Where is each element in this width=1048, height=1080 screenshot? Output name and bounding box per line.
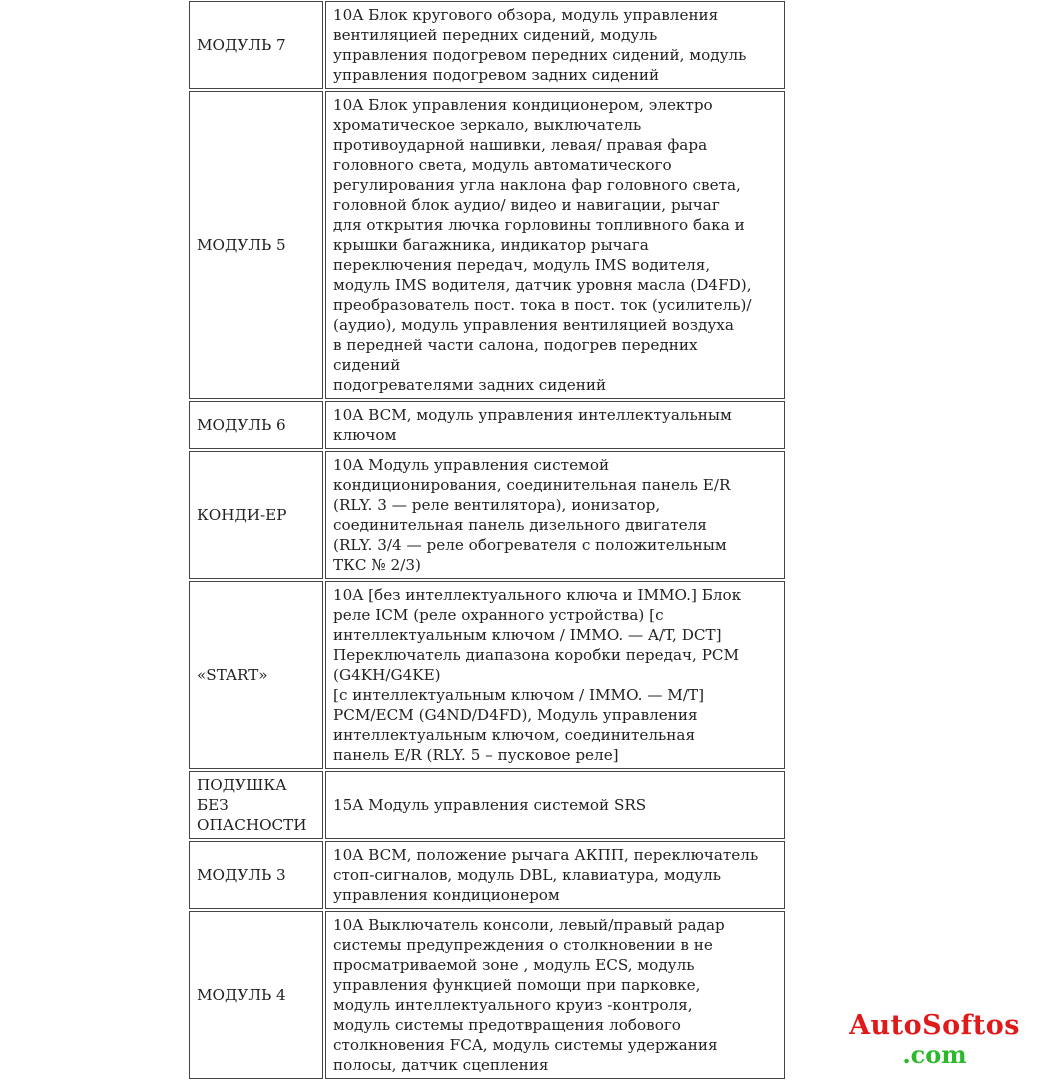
fuse-description-line: [с интеллектуальным ключом / IMMO. — M/T] (333, 686, 705, 704)
fuse-description-line: 15A Модуль управления системой SRS (333, 796, 647, 814)
fuse-description-line: (RLY. 3 — реле вентилятора), ионизатор, (333, 496, 661, 514)
table-row (189, 911, 785, 1079)
fuse-description-cell (325, 771, 785, 839)
fuse-description-line: 10A BCM, положение рычага АКПП, переключатель (333, 846, 759, 864)
fuse-table-body (189, 1, 785, 1079)
fuse-description-line: 10A BCM, модуль управления интеллектуальным (333, 406, 732, 424)
fuse-name-line: МОДУЛЬ 3 (197, 866, 286, 884)
fuse-description-line: переключения передач, модуль IMS водителя, (333, 256, 711, 274)
fuse-description-cell (325, 401, 785, 449)
fuse-name-cell (189, 451, 323, 579)
table-row (189, 771, 785, 839)
fuse-description-cell (325, 841, 785, 909)
fuse-description-cell (325, 91, 785, 399)
fuse-description-line: интеллектуальным ключом / IMMO. — A/T, DCT] (333, 626, 722, 644)
fuse-description-line: 10A [без интеллектуального ключа и IMMO.] Блок (333, 586, 742, 604)
fuse-name-line: МОДУЛЬ 5 (197, 236, 286, 254)
fuse-description-line: модуль интеллектуального круиз -контроля, (333, 996, 693, 1014)
table-row (189, 91, 785, 399)
watermark-line-1: AutoSoftos (849, 1010, 1020, 1041)
fuse-name-line: МОДУЛЬ 4 (197, 986, 286, 1004)
fuse-description-cell (325, 581, 785, 769)
fuse-description-line: сидений (333, 356, 401, 374)
fuse-description-line: реле ICM (реле охранного устройства) [с (333, 606, 664, 624)
fuse-description-line: (аудио), модуль управления вентиляцией воздуха (333, 316, 734, 334)
fuse-description-line: головного света, модуль автоматического (333, 156, 672, 174)
watermark-line-2: .com (902, 1040, 967, 1070)
fuse-description-line: модуль IMS водителя, датчик уровня масла (D4FD), (333, 276, 752, 294)
table-row (189, 401, 785, 449)
fuse-description-line: кондиционирования, соединительная панель E/R (333, 476, 731, 494)
fuse-name-cell (189, 581, 323, 769)
fuse-description-line: PCM/ECM (G4ND/D4FD), Модуль управления (333, 706, 698, 724)
fuse-description-cell (325, 911, 785, 1079)
fuse-description-line: вентиляцией передних сидений, модуль (333, 26, 658, 44)
fuse-description-line: ТКС № 2/3) (333, 556, 421, 574)
fuse-description-line: интеллектуальным ключом, соединительная (333, 726, 696, 744)
fuse-table (187, 0, 787, 1080)
fuse-description-line: головной блок аудио/ видео и навигации, рычаг (333, 196, 720, 214)
fuse-description-line: просматриваемой зоне , модуль ECS, модуль (333, 956, 695, 974)
fuse-name-line: МОДУЛЬ 6 (197, 416, 286, 434)
fuse-description-line: преобразователь пост. тока в пост. ток (усилитель)/ (333, 296, 752, 314)
fuse-description-line: 10A Блок кругового обзора, модуль управления (333, 6, 719, 24)
watermark-logo (832, 1010, 1037, 1069)
fuse-name-cell (189, 91, 323, 399)
fuse-description-line: управления функцией помощи при парковке, (333, 976, 701, 994)
fuse-description-line: регулирования угла наклона фар головного света, (333, 176, 741, 194)
table-row (189, 581, 785, 769)
fuse-description-line: 10A Выключатель консоли, левый/правый радар (333, 916, 725, 934)
fuse-name-cell (189, 1, 323, 89)
fuse-description-line: системы предупреждения о столкновении в не (333, 936, 713, 954)
fuse-name-line: ОПАСНОСТИ (197, 816, 307, 834)
fuse-description-line: панель E/R (RLY. 5 – пусковое реле] (333, 746, 619, 764)
table-row (189, 841, 785, 909)
fuse-description-line: столкновения FCA, модуль системы удержания (333, 1036, 718, 1054)
fuse-name-line: КОНДИ-ЕР (197, 506, 287, 524)
fuse-description-line: полосы, датчик сцепления (333, 1056, 549, 1074)
fuse-name-cell (189, 911, 323, 1079)
fuse-name-cell (189, 401, 323, 449)
fuse-description-line: управления подогревом задних сидений (333, 66, 660, 84)
fuse-description-line: противоударной нашивки, левая/ правая фара (333, 136, 708, 154)
fuse-description-line: стоп-сигналов, модуль DBL, клавиатура, модуль (333, 866, 722, 884)
fuse-description-line: 10A Модуль управления системой (333, 456, 610, 474)
fuse-description-line: в передней части салона, подогрев передних (333, 336, 698, 354)
fuse-name-line: ПОДУШКА (197, 776, 287, 794)
table-row (189, 1, 785, 89)
fuse-name-line: МОДУЛЬ 7 (197, 36, 286, 54)
table-row (189, 451, 785, 579)
fuse-description-line: (RLY. 3/4 — реле обогревателя с положительным (333, 536, 727, 554)
fuse-description-cell (325, 1, 785, 89)
fuse-description-line: управления подогревом передних сидений, модуль (333, 46, 747, 64)
fuse-description-cell (325, 451, 785, 579)
fuse-name-cell (189, 841, 323, 909)
fuse-description-line: для открытия лючка горловины топливного бака и (333, 216, 745, 234)
fuse-name-line: «START» (197, 666, 268, 684)
fuse-name-line: БЕЗ (197, 796, 229, 814)
fuse-name-cell (189, 771, 323, 839)
fuse-description-line: управления кондиционером (333, 886, 560, 904)
fuse-description-line: крышки багажника, индикатор рычага (333, 236, 649, 254)
fuse-description-line: модуль системы предотвращения лобового (333, 1016, 681, 1034)
fuse-description-line: хроматическое зеркало, выключатель (333, 116, 642, 134)
fuse-description-line: 10A Блок управления кондиционером, электро (333, 96, 713, 114)
fuse-description-line: Переключатель диапазона коробки передач, PCM (333, 646, 740, 664)
fuse-description-line: ключом (333, 426, 397, 444)
fuse-description-line: подогревателями задних сидений (333, 376, 607, 394)
fuse-description-line: соединительная панель дизельного двигателя (333, 516, 707, 534)
fuse-description-line: (G4KH/G4KE) (333, 666, 441, 684)
